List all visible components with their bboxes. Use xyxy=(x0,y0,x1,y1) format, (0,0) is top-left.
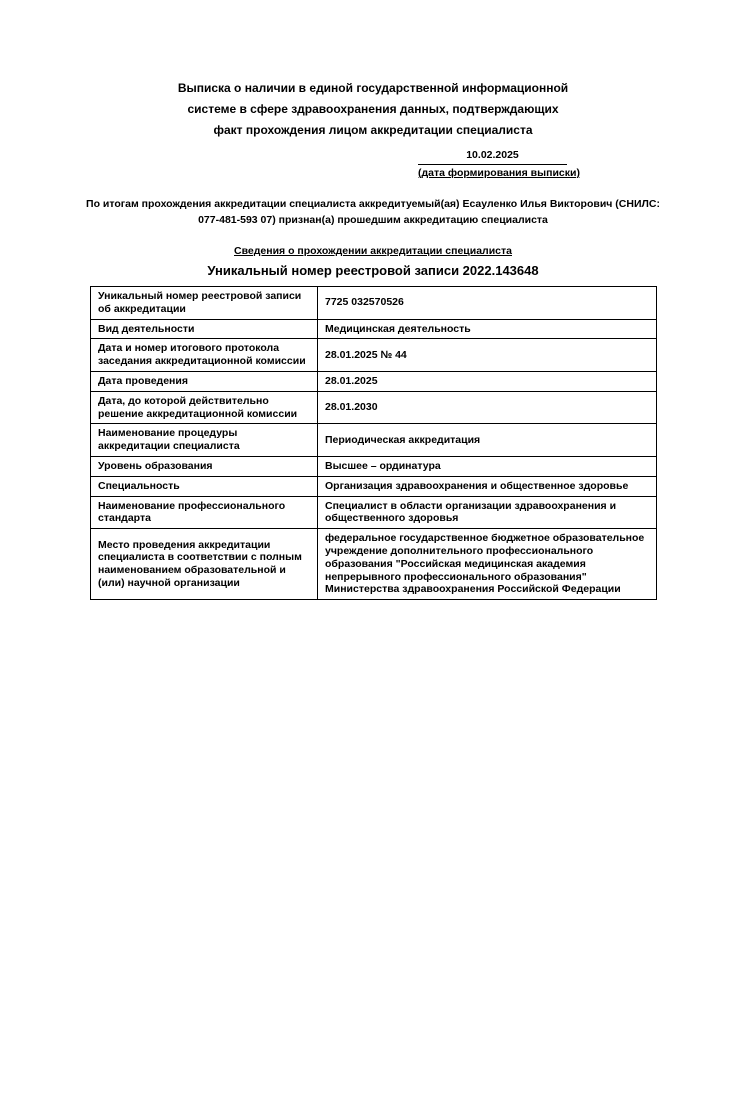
section-heading: Сведения о прохождении аккредитации специалиста xyxy=(234,245,512,257)
record-number-heading: Уникальный номер реестровой записи 2022.143648 xyxy=(207,263,539,278)
row-label-cell: Дата, до которой действительно решение аккредитационной комиссии xyxy=(91,391,318,424)
row-label-cell: Наименование процедуры аккредитации специалиста xyxy=(91,424,318,457)
row-value-cell: 7725 032570526 xyxy=(318,287,657,320)
row-label-cell: Место проведения аккредитации специалиста в соответствии с полным наименованием образовательной и (или) научной организации xyxy=(91,529,318,600)
formation-date-caption: (дата формирования выписки) xyxy=(418,167,580,179)
formation-date-block xyxy=(418,149,580,180)
table-row xyxy=(91,476,657,496)
table-row xyxy=(91,529,657,600)
row-label-cell: Наименование профессионального стандарта xyxy=(91,496,318,529)
document-page xyxy=(0,78,746,1107)
row-label-cell: Уровень образования xyxy=(91,456,318,476)
row-value-cell: Организация здравоохранения и общественное здоровье xyxy=(318,476,657,496)
row-value-cell: Периодическая аккредитация xyxy=(318,424,657,457)
table-row xyxy=(91,424,657,457)
row-value-cell: Медицинская деятельность xyxy=(318,319,657,339)
table-row xyxy=(91,319,657,339)
row-label-cell: Дата проведения xyxy=(91,371,318,391)
table-row xyxy=(91,371,657,391)
row-value-cell: 28.01.2030 xyxy=(318,391,657,424)
formation-date-value: 10.02.2025 xyxy=(418,149,567,165)
table-row xyxy=(91,339,657,372)
table-row xyxy=(91,496,657,529)
intro-paragraph: По итогам прохождения аккредитации специалиста аккредитуемый(ая) Есауленко Илья Викторович (СНИЛС: 077-481-593 07) признан(а) прошедшим аккредитацию специалиста xyxy=(86,198,660,226)
row-label-cell: Дата и номер итогового протокола заседания аккредитационной комиссии xyxy=(91,339,318,372)
table-row xyxy=(91,391,657,424)
row-label-cell: Специальность xyxy=(91,476,318,496)
document-title: Выписка о наличии в единой государственной информационной системе в сфере здравоохранения данных, подтверждающих факт прохождения лицом аккредитации специалиста xyxy=(177,81,569,137)
row-value-cell: Специалист в области организации здравоохранения и общественного здоровья xyxy=(318,496,657,529)
accreditation-table xyxy=(90,286,657,600)
row-value-cell: федеральное государственное бюджетное образовательное учреждение дополнительного профессионального образования "Российская медицинская академия непрерывного профессионального образования" Министерства здравоохранения Российской Федерации xyxy=(318,529,657,600)
row-value-cell: 28.01.2025 xyxy=(318,371,657,391)
table-row xyxy=(91,287,657,320)
row-label-cell: Уникальный номер реестровой записи об аккредитации xyxy=(91,287,318,320)
row-value-cell: Высшее – ординатура xyxy=(318,456,657,476)
row-label-cell: Вид деятельности xyxy=(91,319,318,339)
table-row xyxy=(91,456,657,476)
row-value-cell: 28.01.2025 № 44 xyxy=(318,339,657,372)
